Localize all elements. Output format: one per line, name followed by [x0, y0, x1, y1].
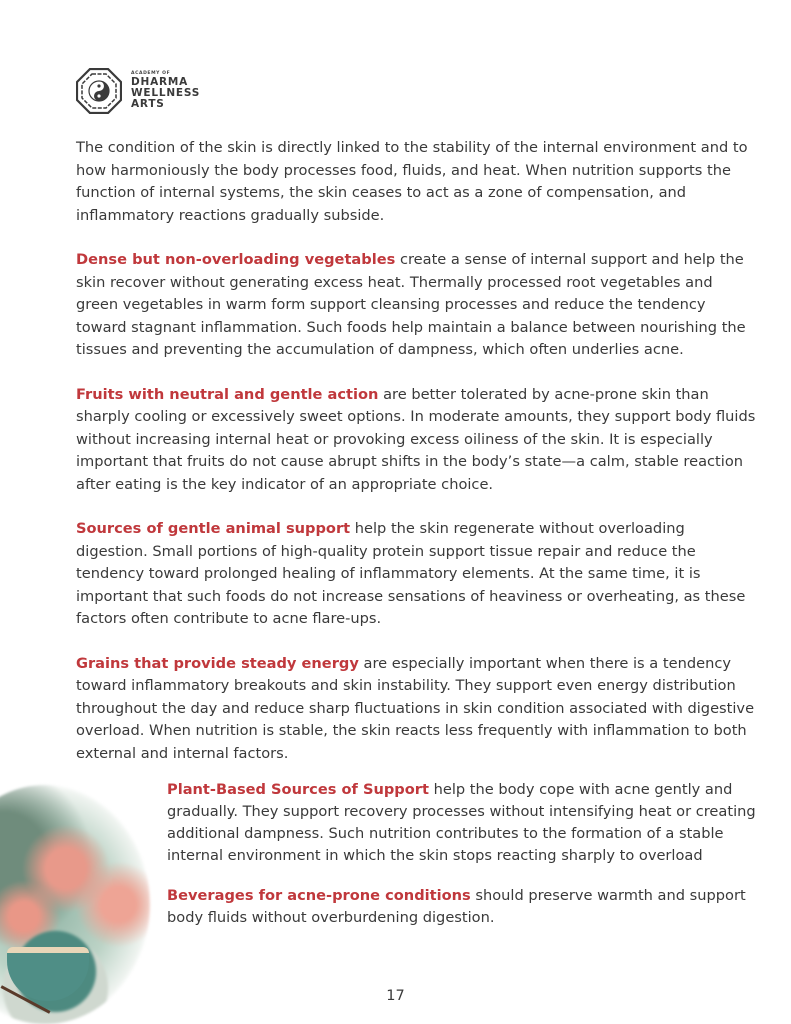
section-text: should preserve warmth and support body fluids without overburdening digestion.	[167, 887, 746, 926]
section-heading: Sources of gentle animal support	[76, 520, 351, 537]
bagua-yin-yang-icon	[76, 68, 122, 114]
side-content	[167, 779, 757, 947]
page-number: 17	[386, 988, 405, 1004]
section-fruits	[76, 384, 756, 497]
intro-paragraph: The condition of the skin is directly linked to the stability of the internal environment and to how harmoniously the body processes food, fluids, and heat. When nutrition supports the function of internal systems, the skin ceases to act as a zone of compensation, and inflammatory reactions gradually subside.	[76, 139, 748, 224]
section-heading: Plant-Based Sources of Support	[167, 781, 429, 798]
logo-academy-text: ACADEMY OF	[131, 71, 171, 77]
section-text: help the body cope with acne gently and gradually. They support recovery processes without intensifying heat or creating additional dampness. Such nutrition contributes to the formation of a stable internal environment in which the skin stops reacting sharply to overload	[167, 781, 756, 864]
logo	[76, 68, 200, 114]
section-heading: Grains that provide steady energy	[76, 654, 359, 672]
section-beverages	[167, 885, 757, 929]
main-content	[76, 137, 756, 787]
section-heading: Fruits with neutral and gentle action	[76, 385, 379, 403]
section-text: are better tolerated by acne-prone skin than sharply cooling or excessively sweet options. In moderate amounts, they support body fluids without increasing internal heat or provoking excess oiliness of the skin. It is especially important that fruits do not cause abrupt shifts in the body’s state—a calm, stable reaction after eating is the key indicator of an appropriate choice.	[76, 385, 756, 493]
section-animal-support	[76, 518, 756, 631]
section-heading: Beverages for acne-prone conditions	[167, 887, 471, 904]
section-text: help the skin regenerate without overloading digestion. Small portions of high-quality protein support tissue repair and reduce the tendency toward prolonged healing of inflammatory elements. At the same time, it is important that such foods do not increase sensations of heaviness or overheating, as these factors often contribute to acne flare-ups.	[76, 520, 746, 627]
logo-line-3: ARTS	[131, 97, 165, 110]
section-text: create a sense of internal support and help the skin recover without generating excess heat. Thermally processed root vegetables and green vegetables in warm form support cleansing processes and reduce the tendency toward stagnant inflammation. Such foods help maintain a balance between nourishing the tissues and preventing the accumulation of dampness, which often underlies acne.	[76, 251, 746, 358]
logo-line-1: DHARMA	[131, 75, 189, 88]
section-vegetables	[76, 249, 756, 362]
section-grains	[76, 653, 756, 766]
section-plant-based	[167, 779, 757, 867]
logo-line-2: WELLNESS	[131, 86, 201, 99]
section-text: are especially important when there is a tendency toward inflammatory breakouts and skin instability. They support even energy distribution throughout the day and reduce sharp fluctuations in skin condition associated with digestive overload. When nutrition is stable, the skin reacts less frequently with inflammation to both external and internal factors.	[76, 654, 755, 762]
section-heading: Dense but non-overloading vegetables	[76, 251, 396, 268]
